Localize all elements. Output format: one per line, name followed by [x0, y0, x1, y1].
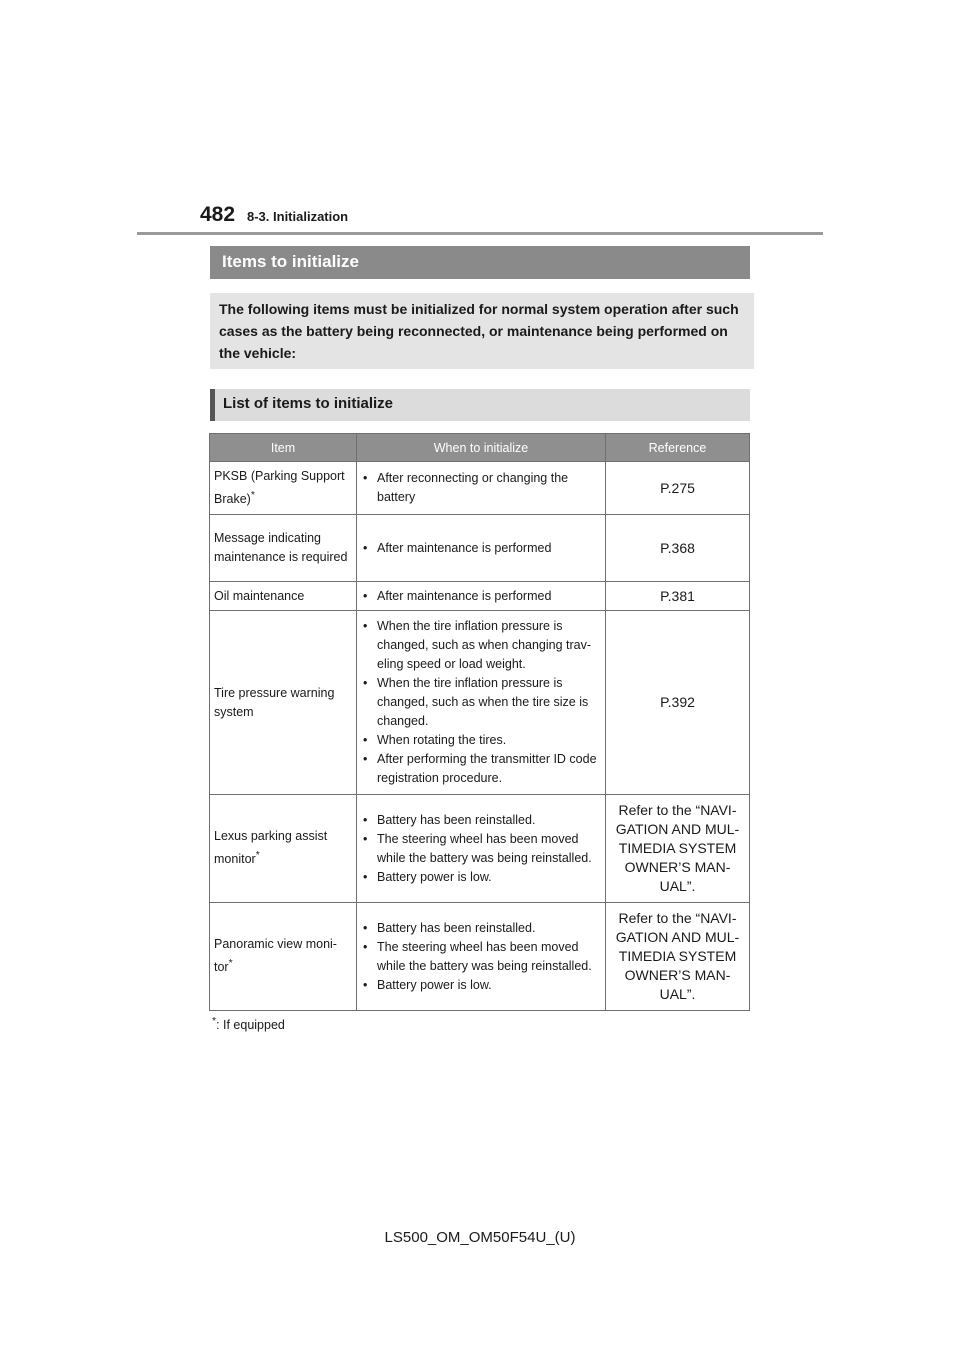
section-title: Items to initialize [222, 252, 359, 271]
reference-cell: Refer to the “NAVI-GATION AND MUL-TIMEDIA SYSTEM OWNER’S MAN-UAL”. [606, 795, 750, 903]
list-item: • When rotating the tires. [361, 731, 601, 750]
reference-cell: P.275 [606, 462, 750, 515]
item-name: PKSB (Parking Support Brake) [214, 468, 345, 507]
table-row [210, 611, 750, 795]
when-list [361, 469, 601, 507]
table-row [210, 903, 750, 1011]
item-cell [210, 462, 357, 515]
item-name: Message indicating maintenance is required [214, 531, 348, 564]
chapter-section-label: 8-3. Initialization [247, 209, 349, 224]
table-row [210, 582, 750, 611]
table-row [210, 515, 750, 582]
list-item: • The steering wheel has been moved while the battery was being reinstalled. [361, 938, 601, 976]
column-header-when: When to initialize [357, 434, 606, 462]
item-cell [210, 795, 357, 903]
column-header-reference: Reference [606, 434, 750, 462]
reference-cell: P.368 [606, 515, 750, 582]
footnote-mark: * [228, 958, 233, 970]
subsection-title-bar [210, 389, 750, 421]
when-cell [357, 582, 606, 611]
list-item: • Battery power is low. [361, 976, 601, 995]
when-cell [357, 462, 606, 515]
item-cell [210, 611, 357, 795]
table-row [210, 462, 750, 515]
when-list [361, 587, 601, 606]
reference-cell: P.392 [606, 611, 750, 795]
footnote-text: : If equipped [216, 1018, 285, 1033]
list-item: • After maintenance is performed [361, 587, 601, 606]
list-item: • Battery power is low. [361, 868, 601, 887]
item-cell [210, 582, 357, 611]
list-item: • Battery has been reinstalled. [361, 811, 601, 830]
item-name: Panoramic view moni-tor [214, 937, 337, 975]
item-name: Tire pressure warning system [214, 685, 335, 719]
header-divider [137, 232, 823, 235]
item-name: Oil maintenance [214, 588, 305, 603]
reference-cell: Refer to the “NAVI-GATION AND MUL-TIMEDIA SYSTEM OWNER’S MAN-UAL”. [606, 903, 750, 1011]
intro-text: The following items must be initialized for normal system operation after such cases as the battery being reconnected, or maintenance being performed on the vehicle: [219, 301, 739, 361]
reference-cell: P.381 [606, 582, 750, 611]
initialize-items-table [209, 433, 750, 1011]
list-item: • After performing the transmitter ID code registration procedure. [361, 750, 601, 788]
when-cell [357, 611, 606, 795]
subsection-title: List of items to initialize [223, 395, 394, 412]
item-name: Lexus parking assist monitor [214, 829, 328, 867]
subsection-accent-bar [210, 389, 215, 421]
page-number: 482 [200, 203, 236, 226]
section-title-bar [210, 246, 750, 279]
table-row [210, 795, 750, 903]
when-list [361, 617, 601, 788]
when-cell [357, 795, 606, 903]
when-cell [357, 903, 606, 1011]
list-item: • After reconnecting or changing the battery [361, 469, 601, 507]
table-header-row [210, 434, 750, 462]
footnote-mark: * [212, 1016, 217, 1027]
footnote [212, 1016, 285, 1032]
when-list [361, 539, 601, 558]
footnote-mark: * [250, 489, 255, 501]
column-header-item: Item [210, 434, 357, 462]
list-item: • When the tire inflation pressure is changed, such as when changing trav-eling speed or load weight. [361, 617, 601, 674]
when-cell [357, 515, 606, 582]
intro-box [210, 293, 754, 369]
document-code: LS500_OM_OM50F54U_(U) [384, 1229, 576, 1246]
item-cell [210, 903, 357, 1011]
list-item: • Battery has been reinstalled. [361, 919, 601, 938]
footnote-mark: * [255, 850, 260, 862]
item-cell [210, 515, 357, 582]
list-item: • After maintenance is performed [361, 539, 601, 558]
list-item: • When the tire inflation pressure is changed, such as when the tire size is changed. [361, 674, 601, 731]
when-list [361, 811, 601, 887]
list-item: • The steering wheel has been moved while the battery was being reinstalled. [361, 830, 601, 868]
when-list [361, 919, 601, 995]
